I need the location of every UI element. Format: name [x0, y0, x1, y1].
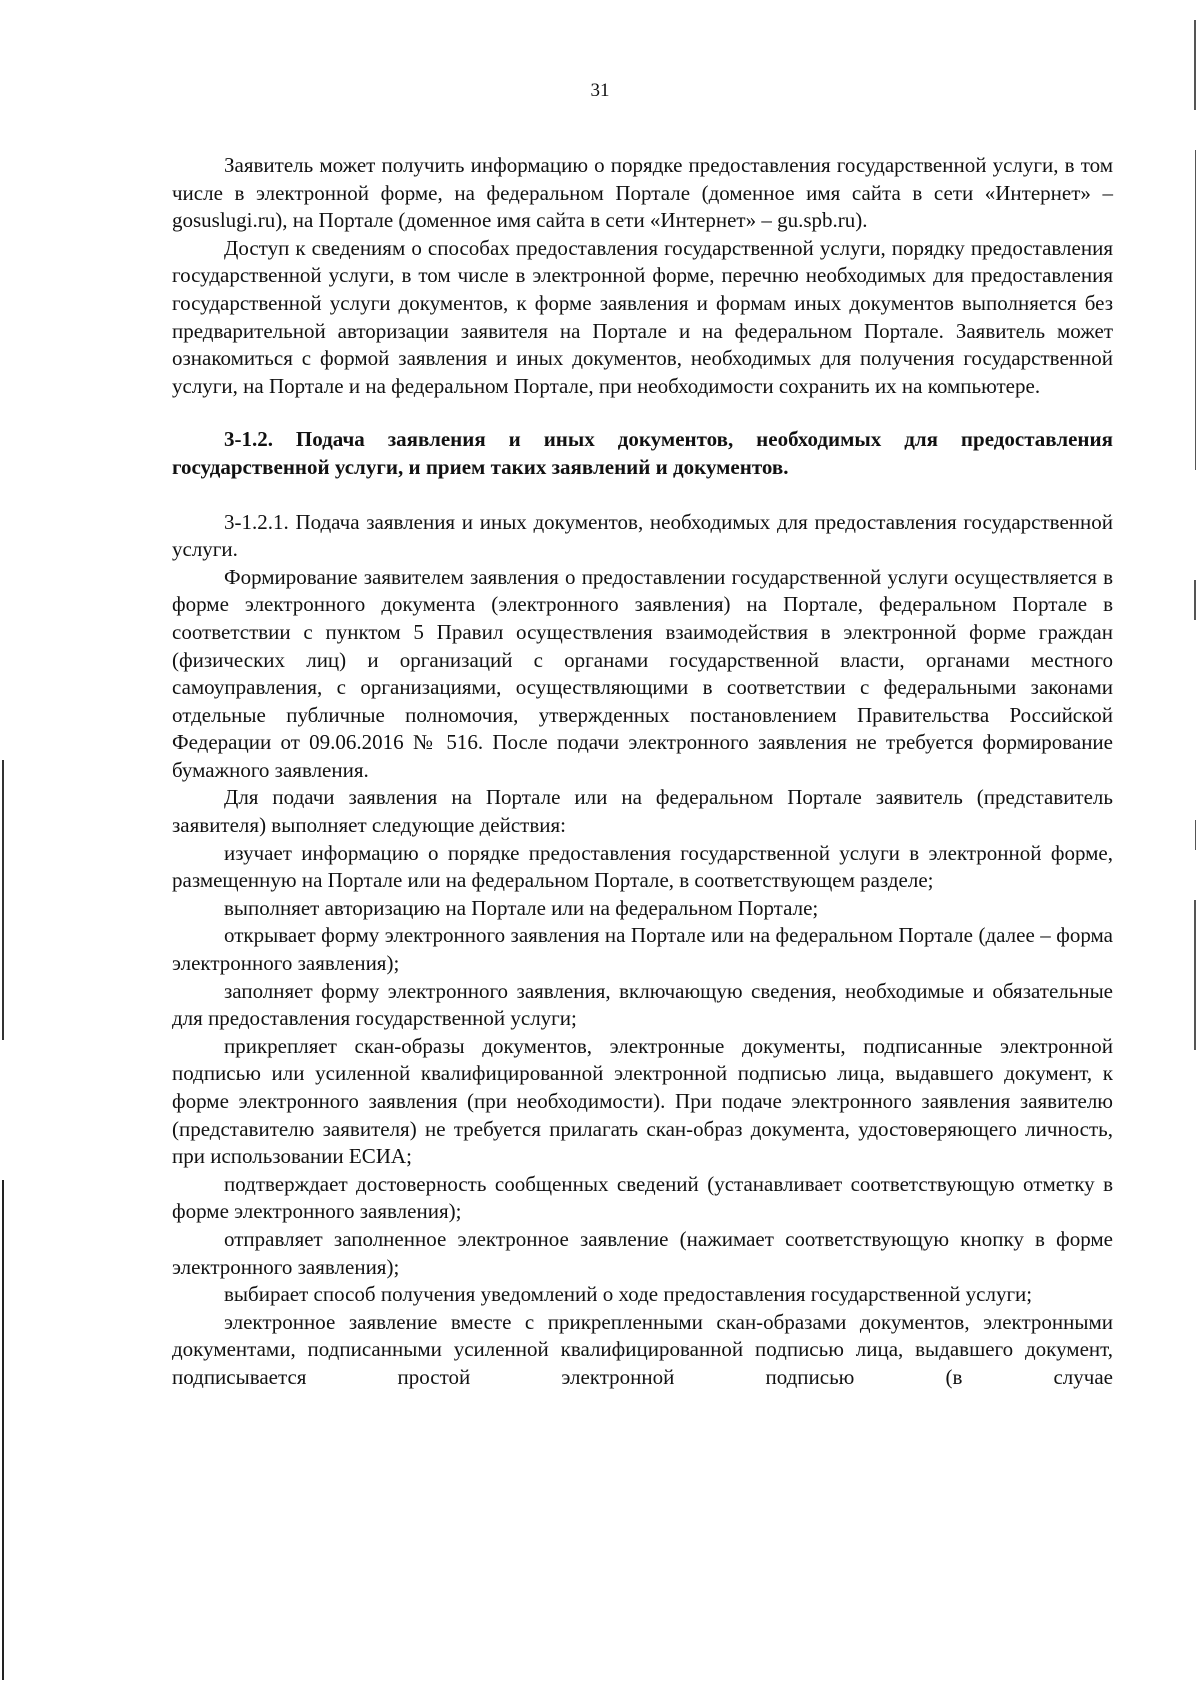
paragraph-formation: Формирование заявителем заявления о предоставлении государственной услуги осуществляется в форме электронного документа (электронного заявления) на Портале, федеральном Портале в соответствии с пунктом 5 Правил осуществления взаимодействия в электронной форме граждан (физических лиц) и организаций с органами государственной власти, органами местного самоуправления, с организациями, осуществляющими в соответствии с федеральными законами отдельные публичные полномочия, утвержденных постановлением Правительства Российской Федерации от 09.06.2016 № 516. После подачи электронного заявления не требуется формирование бумажного заявления.: [172, 564, 1113, 782]
list-item-attach-scans: прикрепляет скан-образы документов, электронные документы, подписанные электронной подписью или усиленной квалифицированной электронной подписью лица, выдавшего документ, к форме электронного заявления (при необходимости). При подаче электронного заявления заявителю (представителю заявителя) не требуется прилагать скан-образ документа, удостоверяющего личность, при использовании ЕСИА;: [172, 1033, 1113, 1169]
paragraph-signature-fragment: электронное заявление вместе с прикрепленными скан-образами документов, электронными документами, подписанными усиленной квалифицированной подписью лица, выдавшего документ, подписывается простой электронной подписью (в случае: [172, 1309, 1113, 1389]
list-item-study-info: изучает информацию о порядке предоставления государственной услуги в электронной форме, размещенную на Портале или на федеральном Портале, в соответствующем разделе;: [172, 840, 1113, 893]
list-item-open-form: открывает форму электронного заявления на Портале или на федеральном Портале (далее – форма электронного заявления);: [172, 923, 1113, 976]
scan-edge-right: [1186, 0, 1200, 1696]
document-body: [172, 152, 1113, 1392]
paragraph-intro-1: Заявитель может получить информацию о порядке предоставления государственной услуги, в том числе в электронной форме, на федеральном Портале (доменное имя сайта в сети «Интернет» – gosuslugi.ru), на Портале (доменное имя сайта в сети «Интернет» – gu.spb.ru).: [172, 153, 1113, 233]
page-number: 31: [590, 80, 610, 101]
list-item-fill-form: заполняет форму электронного заявления, включающую сведения, необходимые и обязательные для предоставления государственной услуги;: [172, 978, 1113, 1031]
list-item-notifications: выбирает способ получения уведомлений о ходе предоставления государственной услуги;: [224, 1282, 1033, 1307]
list-item-confirm: подтверждает достоверность сообщенных сведений (устанавливает соответствующую отметку в форме электронного заявления);: [172, 1171, 1113, 1224]
paragraph-actions-intro: Для подачи заявления на Портале или на федеральном Портале заявитель (представитель заявителя) выполняет следующие действия:: [172, 785, 1113, 838]
scan-edge-left: [0, 0, 10, 1696]
paragraph-intro-2: Доступ к сведениям о способах предоставления государственной услуги, порядку предоставления государственной услуги, в том числе в электронной форме, перечню необходимых для предоставления государственной услуги документов, к форме заявления и формам иных документов выполняется без предварительной авторизации заявителя на Портале и на федеральном Портале. Заявитель может ознакомиться с формой заявления и иных документов, необходимых для получения государственной услуги, на Портале и на федеральном Портале, при необходимости сохранить их на компьютере.: [172, 235, 1113, 398]
list-item-authorize: выполняет авторизацию на Портале или на федеральном Портале;: [224, 895, 819, 920]
list-item-send: отправляет заполненное электронное заявление (нажимает соответствующую кнопку в форме электронного заявления);: [172, 1226, 1113, 1279]
section-heading: 3-1.2. Подача заявления и иных документов, необходимых для предоставления государственной услуги, и прием таких заявлений и документов.: [172, 427, 1113, 479]
subsection-heading: 3-1.2.1. Подача заявления и иных документов, необходимых для предоставления государственной услуги.: [172, 509, 1113, 562]
